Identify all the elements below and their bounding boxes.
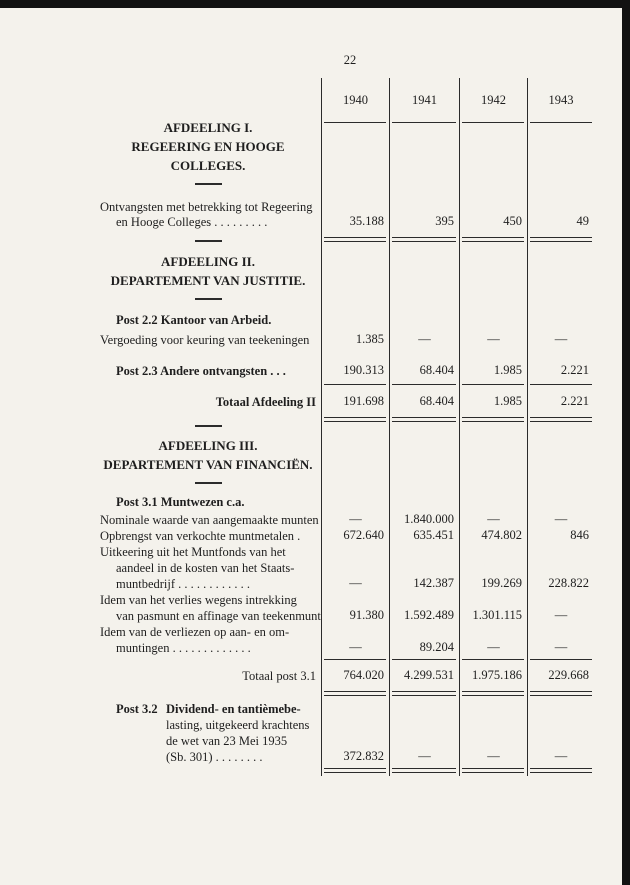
sum-rule xyxy=(530,384,592,385)
value-cell: 2.221 xyxy=(560,394,589,408)
value-cell: 474.802 xyxy=(481,528,522,542)
post-3-2-label: Post 3.2 xyxy=(116,702,158,716)
sum-rule xyxy=(324,384,386,385)
sum-rule xyxy=(530,659,592,660)
row-label: van pasmunt en affinage van teekenmunt xyxy=(116,609,321,623)
double-rule xyxy=(462,237,524,242)
post-3-2-text: Dividend- en tantièmebe- xyxy=(166,702,301,716)
value-cell: 1.592.489 xyxy=(404,608,454,622)
afdeeling-1-subtitle: REGEERING EN HOOGE xyxy=(131,139,285,154)
value-cell: 91.380 xyxy=(349,608,384,622)
value-cell: 191.698 xyxy=(343,394,384,408)
value-cell: 1.985 xyxy=(493,363,522,377)
row-label: Ontvangsten met betrekking tot Regeering xyxy=(100,200,313,214)
value-cell: 635.451 xyxy=(413,528,454,542)
sum-rule xyxy=(462,659,524,660)
sum-rule xyxy=(392,384,456,385)
double-rule xyxy=(324,768,386,773)
value-cell: 89.204 xyxy=(419,640,454,654)
value-cell: — xyxy=(418,749,431,763)
separator-dash xyxy=(195,183,222,185)
value-cell: 68.404 xyxy=(419,363,454,377)
afdeeling-3-title: AFDEELING III. xyxy=(158,438,258,453)
value-cell: 1.385 xyxy=(355,332,384,346)
post-3-2-text: (Sb. 301) . . . . . . . . xyxy=(166,750,263,764)
value-cell: 450 xyxy=(503,214,522,228)
row-label: Uitkeering uit het Muntfonds van het xyxy=(100,545,286,559)
post-2-3-label: Post 2.3 Andere ontvangsten . . . xyxy=(116,364,286,378)
double-rule xyxy=(392,237,456,242)
double-rule xyxy=(462,691,524,696)
value-cell: 1.975.186 xyxy=(472,668,522,682)
value-cell: 395 xyxy=(435,214,454,228)
afdeeling-2-title: AFDEELING II. xyxy=(161,254,255,269)
double-rule xyxy=(530,417,592,422)
value-cell: 199.269 xyxy=(481,576,522,590)
row-label: muntbedrijf . . . . . . . . . . . . xyxy=(116,577,251,591)
afdeeling-1-subtitle: COLLEGES. xyxy=(170,158,246,173)
separator-dash xyxy=(195,298,222,300)
value-cell: 228.822 xyxy=(548,576,589,590)
value-cell: 190.313 xyxy=(343,363,384,377)
double-rule xyxy=(392,691,456,696)
value-cell: — xyxy=(418,332,431,346)
post-3-1-label: Post 3.1 Muntwezen c.a. xyxy=(116,495,245,509)
value-cell: 68.404 xyxy=(419,394,454,408)
value-cell: — xyxy=(349,640,362,654)
separator-dash xyxy=(195,482,222,484)
year-header-1941: 1941 xyxy=(412,93,437,107)
row-label: Idem van de verliezen op aan- en om- xyxy=(100,625,290,639)
value-cell: 672.640 xyxy=(343,528,384,542)
value-cell: — xyxy=(554,749,568,763)
double-rule xyxy=(392,417,456,422)
post-3-2-text: lasting, uitgekeerd krachtens xyxy=(166,718,310,732)
value-cell: 4.299.531 xyxy=(404,668,454,682)
double-rule xyxy=(324,691,386,696)
post-2-2-label: Post 2.2 Kantoor van Arbeid. xyxy=(116,313,272,327)
year-header-1940: 1940 xyxy=(343,93,368,107)
value-cell: 846 xyxy=(570,528,589,542)
row-label: Opbrengst van verkochte muntmetalen . xyxy=(100,529,301,543)
value-cell: 1.985 xyxy=(493,394,522,408)
double-rule xyxy=(392,768,456,773)
value-cell: — xyxy=(349,576,362,590)
post-3-2-text: de wet van 23 Mei 1935 xyxy=(166,734,288,748)
double-rule xyxy=(530,691,592,696)
value-cell: — xyxy=(554,512,568,526)
header-rule xyxy=(392,122,456,123)
double-rule xyxy=(324,417,386,422)
value-cell: 142.387 xyxy=(413,576,454,590)
value-cell: — xyxy=(487,332,500,346)
year-header-1943: 1943 xyxy=(548,93,574,107)
value-cell: — xyxy=(554,332,568,346)
afdeeling-3-subtitle: DEPARTEMENT VAN FINANCIËN. xyxy=(103,457,313,472)
sum-rule xyxy=(392,659,456,660)
totaal-post-3-1-label: Totaal post 3.1 xyxy=(242,669,316,683)
separator-dash xyxy=(195,425,222,427)
afdeeling-2-subtitle: DEPARTEMENT VAN JUSTITIE. xyxy=(110,273,306,288)
value-cell: 49 xyxy=(576,214,589,228)
row-label: en Hooge Colleges . . . . . . . . . xyxy=(116,215,268,229)
row-label: Nominale waarde van aangemaakte munten xyxy=(100,513,319,527)
row-label: Vergoeding voor keuring van teekeningen xyxy=(100,333,310,347)
value-cell: 2.221 xyxy=(560,363,589,377)
double-rule xyxy=(462,417,524,422)
value-cell: 372.832 xyxy=(343,749,384,763)
header-rule xyxy=(324,122,386,123)
afdeeling-1-title: AFDEELING I. xyxy=(163,120,253,135)
double-rule xyxy=(324,237,386,242)
document-page xyxy=(0,8,622,885)
row-label: Idem van het verlies wegens intrekking xyxy=(100,593,297,607)
value-cell: — xyxy=(554,608,568,622)
value-cell: 764.020 xyxy=(343,668,384,682)
sum-rule xyxy=(324,659,386,660)
year-header-1942: 1942 xyxy=(481,93,506,107)
row-label: muntingen . . . . . . . . . . . . . xyxy=(116,641,251,655)
double-rule xyxy=(530,768,592,773)
value-cell: — xyxy=(554,640,568,654)
value-cell: 1.840.000 xyxy=(404,512,454,526)
header-rule xyxy=(462,122,524,123)
value-cell: 35.188 xyxy=(349,214,384,228)
value-cell: — xyxy=(487,640,500,654)
value-cell: 1.301.115 xyxy=(472,608,522,622)
row-label: aandeel in de kosten van het Staats- xyxy=(116,561,295,575)
separator-dash xyxy=(195,240,222,242)
double-rule xyxy=(530,237,592,242)
page-number: 22 xyxy=(343,53,357,67)
value-cell: 229.668 xyxy=(548,668,589,682)
totaal-afdeeling-2-label: Totaal Afdeeling II xyxy=(215,395,316,409)
value-cell: — xyxy=(487,749,500,763)
value-cell: — xyxy=(349,512,362,526)
header-rule xyxy=(530,122,592,123)
value-cell: — xyxy=(487,512,500,526)
double-rule xyxy=(462,768,524,773)
sum-rule xyxy=(462,384,524,385)
